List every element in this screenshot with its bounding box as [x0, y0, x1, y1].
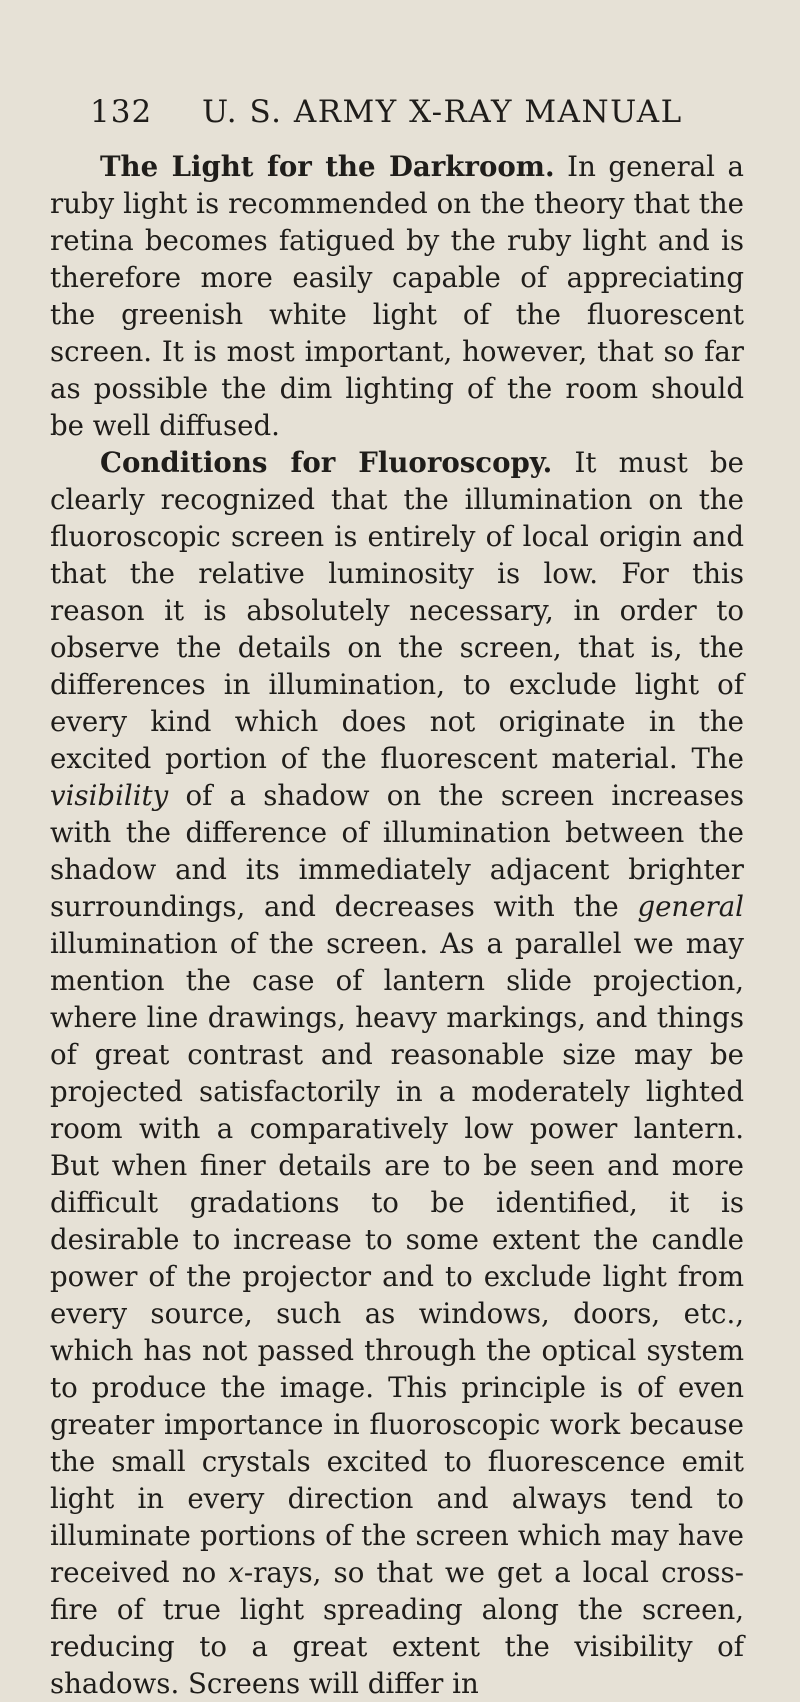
paragraph-text: of a shadow on the screen increases with the difference of illumination between the shadow and its immediately adjacent brighter surroundings, and decreases with the — [50, 779, 744, 923]
italic-term-visibility: visibility — [50, 779, 169, 812]
paragraph-fluoroscopy-conditions — [50, 444, 744, 1702]
paragraph-text: -rays, so that we get a local cross-fire of true light spreading along the screen, reducing to a great extent the visibility of shadows. Screens will differ in — [50, 1556, 745, 1700]
section-heading-darkroom-light: The Light for the Darkroom. — [100, 150, 555, 183]
paragraph-darkroom-light — [50, 148, 744, 444]
paragraph-text: It must be clearly recognized that the illumination on the fluoroscopic screen is entirely of local origin and that the relative luminosity is low. For this reason it is absolutely necessary, in order to observe the details on the screen, that is, the differences in illumination, to exclude light of every kind which does not originate in the excited portion of the fluorescent material. The — [50, 446, 745, 775]
page-header — [0, 92, 800, 132]
italic-term-general: general — [637, 890, 744, 923]
running-head: U. S. ARMY X-RAY MANUAL — [202, 94, 683, 130]
section-heading-fluoroscopy-conditions: Conditions for Fluoroscopy. — [100, 446, 553, 479]
italic-term-x: x — [228, 1556, 244, 1589]
page-body — [50, 148, 744, 1702]
paragraph-text: In general a ruby light is recommended on the theory that the retina becomes fatigued by the ruby light and is therefore more easily capable of appreciating the greenish white light of the fluorescent screen. It is most important, however, that so far as possible the dim lighting of the room should be well diffused. — [50, 150, 745, 442]
page-number: 132 — [90, 94, 153, 130]
paragraph-text: illumination of the screen. As a parallel we may mention the case of lantern slide projection, where line drawings, heavy markings, and things of great contrast and reasonable size may be projected satisfactorily in a moderately lighted room with a comparatively low power lantern. But when finer details are to be seen and more difficult gradations to be identified, it is desirable to increase to some extent the candle power of the projector and to exclude light from every source, such as windows, doors, etc., which has not passed through the optical system to produce the image. This principle is of even greater importance in fluoroscopic work because the small crystals excited to fluorescence emit light in every direction and always tend to illuminate portions of the screen which may have received no — [50, 927, 744, 1589]
